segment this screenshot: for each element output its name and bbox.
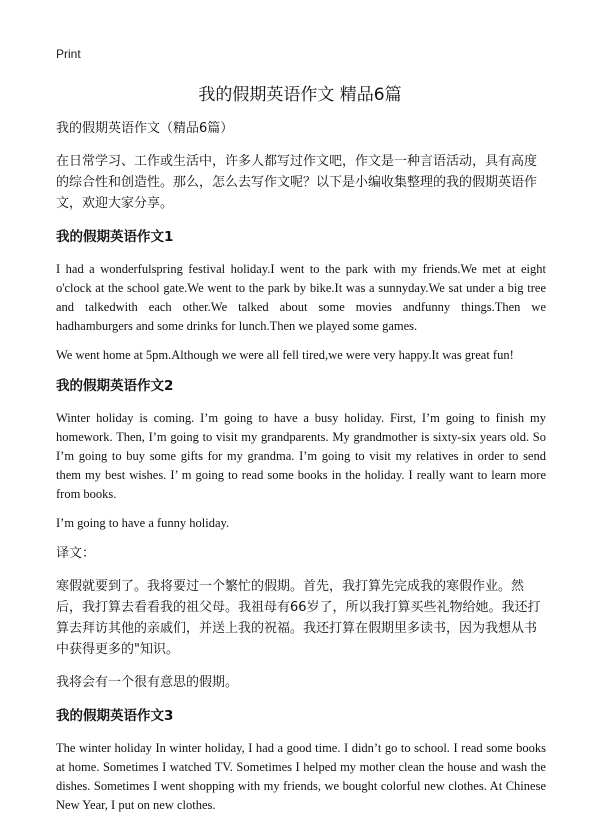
- essay2-translation-paragraph-1: 寒假就要到了。我将要过一个繁忙的假期。首先，我打算先完成我的寒假作业。然后，我打算去看看我的祖父母。我祖母有66岁了，所以我打算买些礼物给她。我还打算去拜访其他的亲戚们，并送上我的祝福。我还打算在假期里多读书，因为我想从书中获得更多的"知识。: [56, 579, 541, 657]
- essay1-heading: 我的假期英语作文1: [56, 229, 174, 245]
- print-label: Print: [56, 47, 81, 61]
- essay2-translation-label: 译文：: [56, 546, 96, 561]
- essay1-paragraph-1: I had a wonderfulspring festival holiday.I went to the park with my friends.We met at eight o'clock at the school gate.We went to the park by bike.It was a sunnyday.We sat under a big tree and talkedwith each other.We talked about some movies andfunny things.Then we hadhamburgers and some drinks for lunch.Then we played some games.: [56, 262, 546, 333]
- essay3-heading: 我的假期英语作文3: [56, 708, 174, 724]
- essay1-paragraph-2: We went home at 5pm.Although we were all fell tired,we were very happy.It was great fun!: [56, 348, 514, 362]
- essay2-translation-paragraph-2: 我将会有一个很有意思的假期。: [56, 675, 239, 690]
- essay2-heading: 我的假期英语作文2: [56, 378, 174, 394]
- essay3-paragraph-1: The winter holiday In winter holiday, I had a good time. I didn’t go to school. I read some books at home. Sometimes I watched TV. Sometimes I helped my mother clean the house and wash the dishes. Sometimes I went shopping with my friends, we bought colorful new clothes. At Chinese New Year, I put on new clothes.: [56, 741, 546, 812]
- essay2-paragraph-1: Winter holiday is coming. I’m going to have a busy holiday. First, I’m going to finish my homework. Then, I’m going to visit my grandparents. My grandmother is sixty-six years old. So I’m going to buy some gifts for my grandma. I’m going to visit my relatives in order to send them my best wishes. I’ m going to read some books in the holiday. I really want to learn more from books.: [56, 411, 546, 501]
- essay2-paragraph-2: I’m going to have a funny holiday.: [56, 516, 230, 530]
- intro-subtitle: 我的假期英语作文（精品6篇）: [56, 121, 234, 136]
- document-body: [56, 118, 546, 825]
- intro-paragraph: 在日常学习、工作或生活中，许多人都写过作文吧，作文是一种言语活动，具有高度的综合性和创造性。那么，怎么去写作文呢？以下是小编收集整理的我的假期英语作文，欢迎大家分享。: [56, 154, 538, 211]
- document-title: 我的假期英语作文 精品6篇: [198, 85, 402, 105]
